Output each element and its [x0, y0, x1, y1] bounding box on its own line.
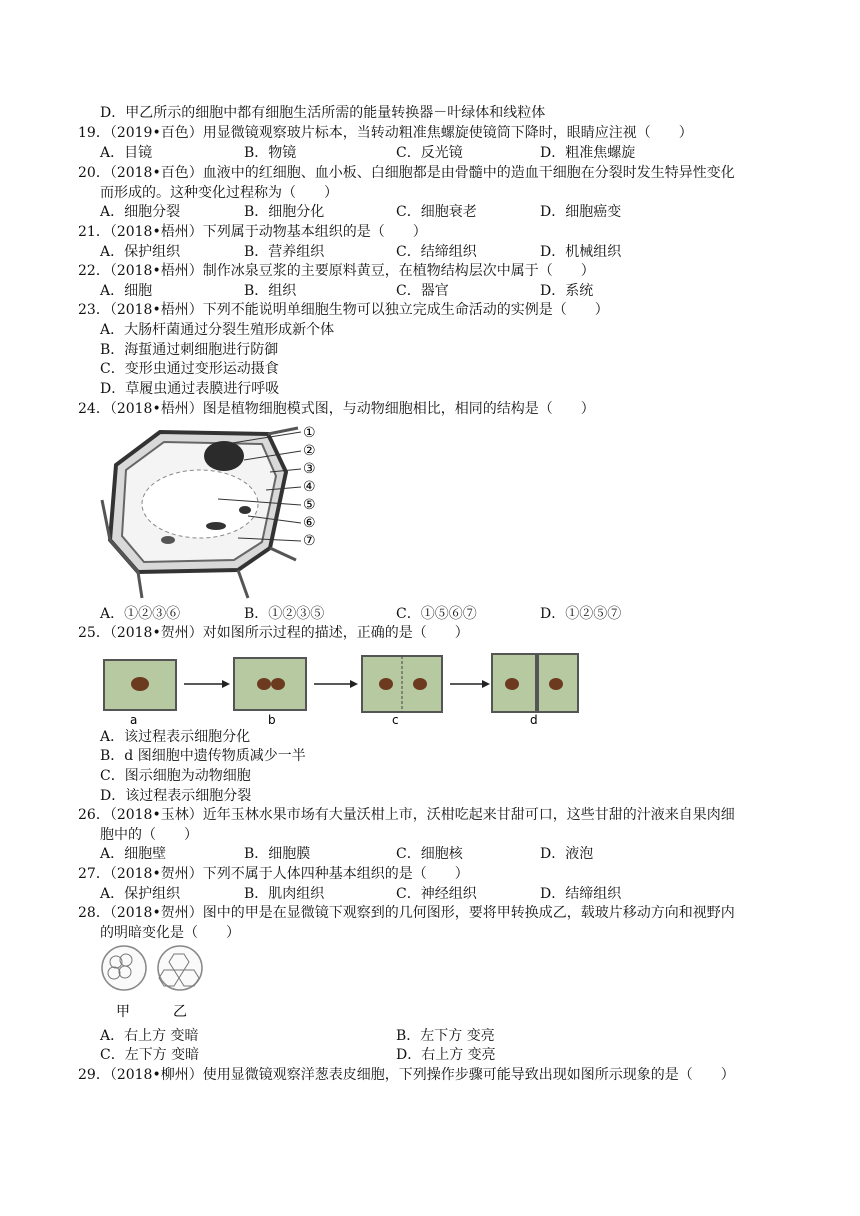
q23-option-a[interactable]: A．大肠杆菌通过分裂生殖形成新个体 [100, 322, 335, 338]
q19-option-a[interactable]: A．目镜 [100, 145, 153, 161]
q23-option-d[interactable]: D．草履虫通过表膜进行呼吸 [100, 381, 280, 397]
plant-cell-diagram [98, 420, 330, 600]
q28-option-d[interactable]: D．右上方 变亮 [396, 1047, 496, 1063]
microscope-label-yi: 乙 [173, 1004, 187, 1020]
cell-label-7: ⑦ [303, 533, 316, 549]
cell-label-6: ⑥ [303, 515, 316, 531]
cell-label-1: ① [303, 425, 316, 441]
q25-option-d[interactable]: D．该过程表示细胞分裂 [100, 788, 252, 804]
division-label-d: d [530, 713, 538, 727]
q25-option-c[interactable]: C．图示细胞为动物细胞 [100, 768, 251, 784]
q28-option-a[interactable]: A．右上方 变暗 [100, 1028, 199, 1044]
microscope-label-jia: 甲 [116, 1004, 130, 1020]
q22-option-a[interactable]: A．细胞 [100, 283, 153, 299]
q26-option-d[interactable]: D．液泡 [540, 846, 594, 862]
cell-label-3: ③ [303, 461, 316, 477]
q25-option-b[interactable]: B．d 图细胞中遗传物质减少一半 [100, 748, 306, 764]
q23-option-b[interactable]: B．海蜇通过刺细胞进行防御 [100, 342, 279, 358]
q21-option-d[interactable]: D．机械组织 [540, 244, 622, 260]
q20-option-c[interactable]: C．细胞衰老 [396, 204, 477, 220]
division-label-a: a [130, 713, 138, 727]
q24-option-d[interactable]: D．①②⑤⑦ [540, 606, 622, 622]
q22-stem: 22．（2018•梧州）制作冰泉豆浆的主要原料黄豆，在植物结构层次中属于（ ） [78, 263, 595, 279]
q19-option-b[interactable]: B．物镜 [244, 145, 297, 161]
q28-options-row1 [100, 1027, 800, 1046]
q29-stem: 29．（2018•柳州）使用显微镜观察洋葱表皮细胞，下列操作步骤可能导致出现如图所示现象的是（ ） [78, 1067, 735, 1083]
q24-options [100, 605, 800, 624]
q20-stem-line1: 20．（2018•百色）血液中的红细胞、血小板、白细胞都是由骨髓中的造血干细胞在分裂时发生特异性变化 [78, 165, 735, 181]
q27-stem: 27．（2018•贺州）下列不属于人体四种基本组织的是（ ） [78, 866, 469, 882]
q21-option-a[interactable]: A．保护组织 [100, 244, 181, 260]
cell-label-2: ② [303, 443, 316, 459]
cell-label-4: ④ [303, 479, 316, 495]
division-label-c: c [392, 713, 399, 727]
q26-option-b[interactable]: B．细胞膜 [244, 846, 311, 862]
q20-options [100, 203, 800, 222]
q20-option-a[interactable]: A．细胞分裂 [100, 204, 181, 220]
q23-stem: 23．（2018•梧州）下列不能说明单细胞生物可以独立完成生命活动的实例是（ ） [78, 302, 609, 318]
q22-options [100, 282, 800, 301]
cell-division-diagram [100, 646, 580, 728]
q24-option-b[interactable]: B．①②③⑤ [244, 606, 325, 622]
q23-option-c[interactable]: C．变形虫通过变形运动摄食 [100, 361, 279, 377]
q19-option-d[interactable]: D．粗准焦螺旋 [540, 145, 636, 161]
q27-option-d[interactable]: D．结缔组织 [540, 886, 622, 902]
q22-option-d[interactable]: D．系统 [540, 283, 594, 299]
q19-option-c[interactable]: C．反光镜 [396, 145, 463, 161]
q26-options [100, 845, 800, 864]
q19-options [100, 144, 800, 163]
q28-option-c[interactable]: C．左下方 变暗 [100, 1047, 200, 1063]
q22-option-b[interactable]: B．组织 [244, 283, 297, 299]
q28-stem-line1: 28．（2018•贺州）图中的甲是在显微镜下观察到的几何图形，要将甲转换成乙，载玻片移动方向和视野内 [78, 905, 735, 921]
division-label-b: b [268, 713, 276, 727]
q18-option-d: D．甲乙所示的细胞中都有细胞生活所需的能量转换器－叶绿体和线粒体 [100, 105, 546, 121]
q26-option-a[interactable]: A．细胞壁 [100, 846, 167, 862]
q27-options [100, 885, 800, 904]
q21-stem: 21．（2018•梧州）下列属于动物基本组织的是（ ） [78, 224, 427, 240]
q21-options [100, 243, 800, 262]
q27-option-c[interactable]: C．神经组织 [396, 886, 477, 902]
cell-label-5: ⑤ [303, 497, 316, 513]
q24-option-a[interactable]: A．①②③⑥ [100, 606, 181, 622]
microscope-view-diagram [98, 944, 218, 1024]
q26-option-c[interactable]: C．细胞核 [396, 846, 463, 862]
q27-option-b[interactable]: B．肌肉组织 [244, 886, 325, 902]
q21-option-b[interactable]: B．营养组织 [244, 244, 325, 260]
q22-option-c[interactable]: C．器官 [396, 283, 449, 299]
q27-option-a[interactable]: A．保护组织 [100, 886, 181, 902]
q20-option-b[interactable]: B．细胞分化 [244, 204, 325, 220]
q20-stem-line2: 而形成的。这种变化过程称为（ ） [100, 185, 338, 201]
q24-stem: 24．（2018•梧州）图是植物细胞模式图，与动物细胞相比，相同的结构是（ ） [78, 401, 595, 417]
q25-stem: 25．（2018•贺州）对如图所示过程的描述，正确的是（ ） [78, 625, 469, 641]
q21-option-c[interactable]: C．结缔组织 [396, 244, 477, 260]
q26-stem-line1: 26．（2018•玉林）近年玉林水果市场有大量沃柑上市，沃柑吃起来甘甜可口，这些甘甜的汁液来自果肉细 [78, 807, 735, 823]
q20-option-d[interactable]: D．细胞癌变 [540, 204, 622, 220]
q19-stem: 19．（2019•百色）用显微镜观察玻片标本，当转动粗准焦螺旋使镜筒下降时，眼睛应注视（ ） [78, 125, 693, 141]
q28-option-b[interactable]: B．左下方 变亮 [396, 1028, 495, 1044]
q26-stem-line2: 胞中的（ ） [100, 827, 198, 843]
q28-options-row2 [100, 1046, 800, 1065]
q28-stem-line2: 的明暗变化是（ ） [100, 925, 240, 941]
q24-option-c[interactable]: C．①⑤⑥⑦ [396, 606, 477, 622]
q25-option-a[interactable]: A．该过程表示细胞分化 [100, 729, 251, 745]
